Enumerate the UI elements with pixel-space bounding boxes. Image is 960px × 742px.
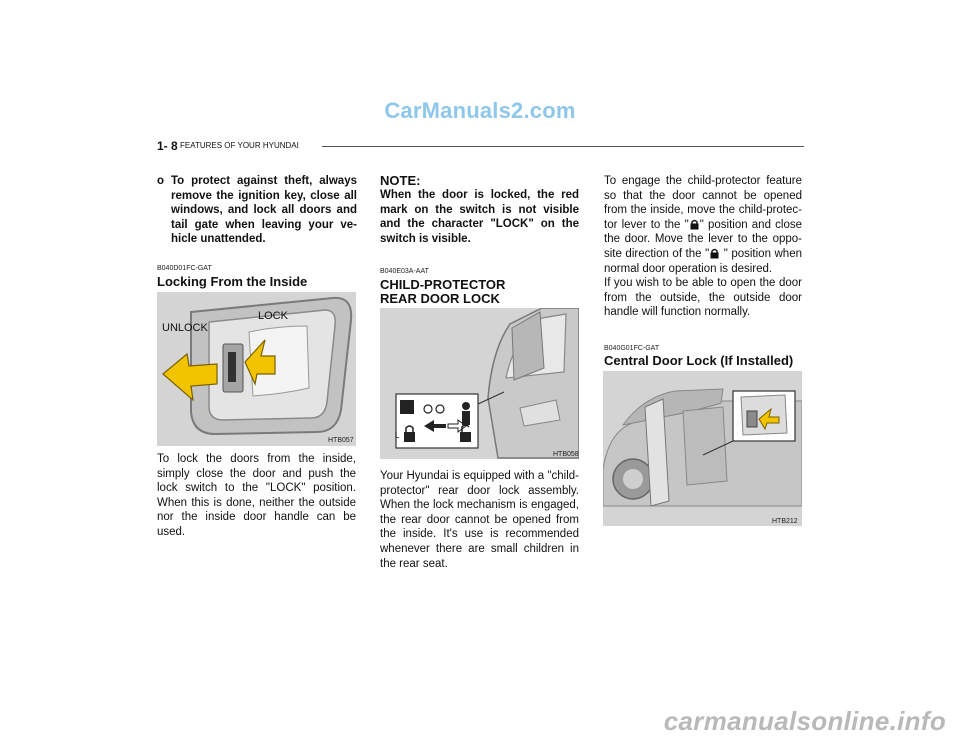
child-icon: [462, 402, 470, 410]
child-body: Your Hyundai is equipped with a "child-protector" rear door lock assembly. When the lock mechanism is engaged, the rear door cannot be opened from the inside. It's use is recommended whenever there are small children in the rear seat.: [380, 470, 579, 570]
door-handle-illustration: [157, 292, 356, 446]
locking-title: Locking From the Inside: [157, 274, 308, 289]
engage-paragraph: [604, 174, 802, 276]
header-rule: [322, 146, 804, 147]
outside-handle-paragraph: If you wish to be able to open the door from the outside, the outside door handle will function normally.: [604, 277, 802, 319]
note-body: When the door is locked, the red mark on the switch is not visible and the character "LOCK" on the switch is visible.: [380, 189, 579, 245]
locking-body: To lock the doors from the inside, simply close the door and push the lock switch to the "LOCK" position. When this is done, neither the outside nor the inside door handle can be used.: [157, 453, 356, 538]
figure-rear-door: [380, 308, 579, 459]
page-number: 1- 8: [157, 139, 178, 153]
section-title: FEATURES OF YOUR HYUNDAI: [180, 141, 299, 150]
inset-letter: L: [395, 431, 400, 440]
figure-id-htb058: HTB058: [553, 451, 579, 458]
lock-icon-small: [404, 432, 415, 442]
child-title-1: CHILD-PROTECTOR: [380, 277, 506, 292]
central-title: Central Door Lock (If Installed): [604, 353, 794, 368]
engage-text-c: " position when normal door operation is desired.: [604, 247, 802, 275]
bullet-text: To protect against theft, always remove the ignition key, close all windows, and lock all doors and tail gate when leaving your ve- hicle unattended.: [171, 175, 357, 246]
lock-icon: [710, 248, 719, 259]
label-lock: LOCK: [258, 310, 288, 322]
lock-icon: [400, 400, 414, 414]
central-code: B040G01FC-GAT: [604, 345, 660, 352]
watermark-top: CarManuals2.com: [384, 98, 576, 123]
watermark-bottom: carmanualsonline.info: [663, 706, 946, 736]
unlocked-lock-icon: [460, 432, 471, 442]
note-title: NOTE:: [380, 173, 421, 188]
figure-id-htb212: HTB212: [772, 518, 798, 525]
rear-door-illustration: [380, 308, 579, 459]
lock-icon: [690, 219, 699, 230]
bullet-marker: o: [157, 175, 165, 187]
label-unlock: UNLOCK: [162, 322, 208, 334]
engage-text-b: " position and close the door. Move the lever to the oppo- site direction of the ": [604, 218, 802, 260]
figure-central-lock: [603, 371, 802, 526]
figure-id-htb057: HTB057: [328, 437, 354, 444]
locking-code: B040D01FC-GAT: [157, 265, 212, 272]
child-code: B040E03A-AAT: [380, 268, 429, 275]
figure-door-handle: [157, 292, 356, 446]
child-title-2: REAR DOOR LOCK: [380, 291, 500, 306]
theft-bullet: [157, 174, 357, 247]
engage-text-a: To engage the child-protector feature so that the door cannot be opened from the inside, move the child-protec- tor lever to the ": [604, 175, 802, 231]
car-interior-illustration: [603, 371, 802, 526]
